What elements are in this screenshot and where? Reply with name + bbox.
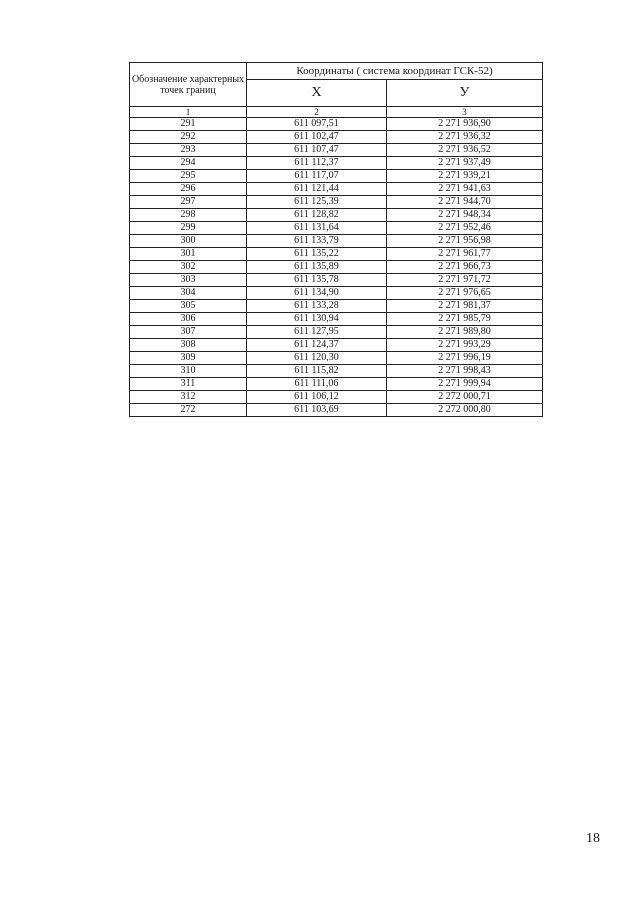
y-coordinate-cell: 2 271 944,70: [387, 196, 543, 209]
point-cell: 312: [130, 391, 247, 404]
y-coordinate-cell: 2 272 000,80: [387, 404, 543, 417]
x-coordinate-cell: 611 103,69: [247, 404, 387, 417]
point-cell: 291: [130, 118, 247, 131]
table-row: [130, 339, 543, 352]
y-coordinate-cell: 2 271 989,80: [387, 326, 543, 339]
x-coordinate-cell: 611 128,82: [247, 209, 387, 222]
page-number: 18: [586, 831, 600, 846]
table-row: [130, 248, 543, 261]
table-body: [130, 118, 543, 417]
point-cell: 272: [130, 404, 247, 417]
point-cell: 306: [130, 313, 247, 326]
x-coordinate-cell: 611 124,37: [247, 339, 387, 352]
x-coordinate-cell: 611 135,78: [247, 274, 387, 287]
x-coordinate-cell: 611 127,95: [247, 326, 387, 339]
table-row: [130, 196, 543, 209]
point-cell: 299: [130, 222, 247, 235]
table-row: [130, 131, 543, 144]
table-row: [130, 222, 543, 235]
point-cell: 311: [130, 378, 247, 391]
y-coordinate-cell: 2 271 952,46: [387, 222, 543, 235]
point-cell: 298: [130, 209, 247, 222]
x-coordinate-cell: 611 106,12: [247, 391, 387, 404]
table-row: [130, 170, 543, 183]
x-coordinate-cell: 611 117,07: [247, 170, 387, 183]
table-row: [130, 326, 543, 339]
coordinates-table: [129, 62, 543, 417]
y-coordinate-cell: 2 271 948,34: [387, 209, 543, 222]
point-cell: 296: [130, 183, 247, 196]
x-coordinate-cell: 611 133,28: [247, 300, 387, 313]
table-header: [130, 63, 543, 118]
y-coordinate-cell: 2 271 993,29: [387, 339, 543, 352]
point-cell: 310: [130, 365, 247, 378]
point-cell: 308: [130, 339, 247, 352]
header-x: Х: [247, 80, 387, 107]
y-coordinate-cell: 2 271 937,49: [387, 157, 543, 170]
table-row: [130, 274, 543, 287]
y-coordinate-cell: 2 271 939,21: [387, 170, 543, 183]
table-row: [130, 352, 543, 365]
y-coordinate-cell: 2 271 971,72: [387, 274, 543, 287]
x-coordinate-cell: 611 135,89: [247, 261, 387, 274]
point-cell: 297: [130, 196, 247, 209]
y-coordinate-cell: 2 271 981,37: [387, 300, 543, 313]
table-row: [130, 365, 543, 378]
table-row: [130, 313, 543, 326]
y-coordinate-cell: 2 271 941,63: [387, 183, 543, 196]
y-coordinate-cell: 2 272 000,71: [387, 391, 543, 404]
x-coordinate-cell: 611 107,47: [247, 144, 387, 157]
table-row: [130, 300, 543, 313]
x-coordinate-cell: 611 097,51: [247, 118, 387, 131]
column-number-3: 3: [387, 107, 543, 118]
table-row: [130, 378, 543, 391]
table-row: [130, 391, 543, 404]
y-coordinate-cell: 2 271 961,77: [387, 248, 543, 261]
x-coordinate-cell: 611 130,94: [247, 313, 387, 326]
y-coordinate-cell: 2 271 936,90: [387, 118, 543, 131]
point-cell: 295: [130, 170, 247, 183]
header-coordinates: Координаты ( система координат ГСК-52): [247, 63, 543, 80]
point-cell: 304: [130, 287, 247, 300]
y-coordinate-cell: 2 271 936,32: [387, 131, 543, 144]
table-row: [130, 209, 543, 222]
table-row: [130, 157, 543, 170]
y-coordinate-cell: 2 271 998,43: [387, 365, 543, 378]
x-coordinate-cell: 611 115,82: [247, 365, 387, 378]
x-coordinate-cell: 611 134,90: [247, 287, 387, 300]
point-cell: 300: [130, 235, 247, 248]
point-cell: 305: [130, 300, 247, 313]
table-row: [130, 261, 543, 274]
point-cell: 293: [130, 144, 247, 157]
point-cell: 302: [130, 261, 247, 274]
y-coordinate-cell: 2 271 936,52: [387, 144, 543, 157]
point-cell: 292: [130, 131, 247, 144]
x-coordinate-cell: 611 131,64: [247, 222, 387, 235]
point-cell: 294: [130, 157, 247, 170]
x-coordinate-cell: 611 125,39: [247, 196, 387, 209]
header-point-label: Обозначение характерных точек границ: [130, 63, 247, 107]
x-coordinate-cell: 611 111,06: [247, 378, 387, 391]
point-cell: 309: [130, 352, 247, 365]
table-row: [130, 144, 543, 157]
column-number-1: 1: [130, 107, 247, 118]
y-coordinate-cell: 2 271 999,94: [387, 378, 543, 391]
x-coordinate-cell: 611 133,79: [247, 235, 387, 248]
point-cell: 301: [130, 248, 247, 261]
table-row: [130, 183, 543, 196]
y-coordinate-cell: 2 271 996,19: [387, 352, 543, 365]
header-y: У: [387, 80, 543, 107]
y-coordinate-cell: 2 271 985,79: [387, 313, 543, 326]
x-coordinate-cell: 611 102,47: [247, 131, 387, 144]
table-row: [130, 404, 543, 417]
table-row: [130, 235, 543, 248]
point-cell: 307: [130, 326, 247, 339]
table-row: [130, 287, 543, 300]
table-row: [130, 118, 543, 131]
point-cell: 303: [130, 274, 247, 287]
x-coordinate-cell: 611 135,22: [247, 248, 387, 261]
x-coordinate-cell: 611 120,30: [247, 352, 387, 365]
x-coordinate-cell: 611 112,37: [247, 157, 387, 170]
y-coordinate-cell: 2 271 956,98: [387, 235, 543, 248]
y-coordinate-cell: 2 271 976,65: [387, 287, 543, 300]
column-number-2: 2: [247, 107, 387, 118]
y-coordinate-cell: 2 271 966,73: [387, 261, 543, 274]
x-coordinate-cell: 611 121,44: [247, 183, 387, 196]
